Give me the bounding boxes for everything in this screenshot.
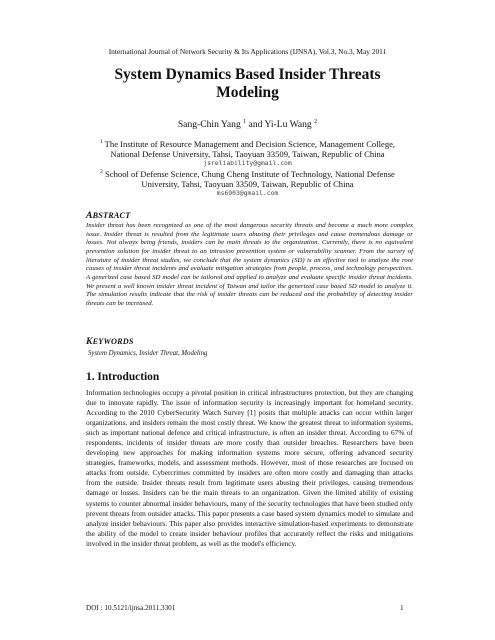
affiliation-1-sup: 1 <box>99 139 103 145</box>
abstract-text: Insider threat has been recognized as one of the most dangerous security threats and become a much more complex issue. Insider threat is resulted from the legitimate users abusing their privileges and cause tremendous damage or losses. Not always being friends, insiders can be main threats to the organization. Currently, there is no equivalent prevention solution for insider threat to an intrusion prevention system or vulnerability scanner. From the survey of literature of insider threat studies, we conclude that the system dynamics (SD) is an effective tool to analyze the root causes of insider threat incidents and evaluate mitigation strategies from people, process, and technology perspectives. A generized case based SD model can be tailored and applied to analyze and evaluate specific insider threat incidents. We present a well known insider threat incident of Taiwan and tailor the generized case based SD model to analyze it. The simulation results indicate that the risk of insider threats can be reduced and the probability of detecting insider threats can be increased. <box>86 222 413 307</box>
author-1-sup: 1 <box>243 119 247 125</box>
doi-footer: DOI : 10.5121/ijnsa.2011.3301 <box>86 604 176 612</box>
author-1-name: Sang-Chin Yang <box>177 119 241 131</box>
affiliation-2-sup: 2 <box>100 169 103 175</box>
abstract-heading: ABSTRACT <box>86 210 131 221</box>
affiliation-2-email: ms6903@gmail.com <box>216 189 279 198</box>
introduction-heading: 1. Introduction <box>86 371 160 383</box>
author-2-name: Yi-Lu Wang <box>264 119 312 131</box>
keywords-heading: KEYWORDS <box>86 336 134 347</box>
keywords-text: System Dynamics, Insider Threat, Modeling <box>88 350 208 357</box>
author-2-sup: 2 <box>314 119 318 125</box>
affiliation-2 <box>0 167 495 198</box>
journal-header: International Journal of Network Security & Its Applications (IJNSA), Vol.3, No.3, May 2011 <box>108 47 387 56</box>
affiliation-2-line-1: School of Defense Science, Chung Cheng Institute of Technology, National Defense <box>105 168 395 179</box>
author-list <box>0 119 495 130</box>
affiliation-1-line-2: National Defense University, Tahsi, Taoyuan 33509, Taiwan, Republic of China <box>110 149 385 160</box>
introduction-text: Information technologies occupy a pivotal position in critical infrastructures protection, but they are changing due to innovate rapidly. The issue of information security is increasingly important for homeland security. According to the 2010 CyberSecurity Watch Survey [1] posits that multiple attacks can occur within larger organizations, and insiders remain the most costly threat. We know the greatest threat to information systems, such as important national defence and critical infrastructure, is often an insider threat. According to 67% of respondents, incidents of insider threats are more costly than outsider breaches. Researchers have been developing new approaches for making information systems more secure, offering advanced security strategies, frameworks, models, and assessment methods. However, most of those researches are focused on attacks from outside. Cybercrimes committed by insiders are often more costly and damaging than attacks from the outside. Insider threats result from legitimate users abusing their privileges, causing tremendous damage or losses. Insiders can be the main threats to an organization. Given the limited ability of existing systems to counter abnormal insider behaviours, many of the security technologies that have been studied only prevent threats from outsider attacks. This paper presents a case based system dynamics model to simulate and analyze insider behaviours. This paper also provides interactive simulation-based experiments to demonstrate the ability of the model to create insider behaviour profiles that accurately reflect the risks and mitigations involved in the insider threat problem, as well as the model's efficiency. <box>86 388 413 548</box>
title-line-1: System Dynamics Based Insider Threats <box>114 66 381 83</box>
author-conjunction: and <box>246 119 265 131</box>
paper-title <box>0 66 495 102</box>
page-number: 1 <box>400 604 404 612</box>
affiliation-1-line-1: The Institute of Resource Management and Decision Science, Management College, <box>104 138 396 149</box>
title-line-2: Modeling <box>216 84 279 101</box>
affiliation-1-email: jsreliability@gmail.com <box>203 159 292 168</box>
affiliation-1 <box>0 137 495 168</box>
affiliation-2-line-2: University, Tahsi, Taoyuan 33509, Taiwan, Republic of China <box>141 179 354 190</box>
